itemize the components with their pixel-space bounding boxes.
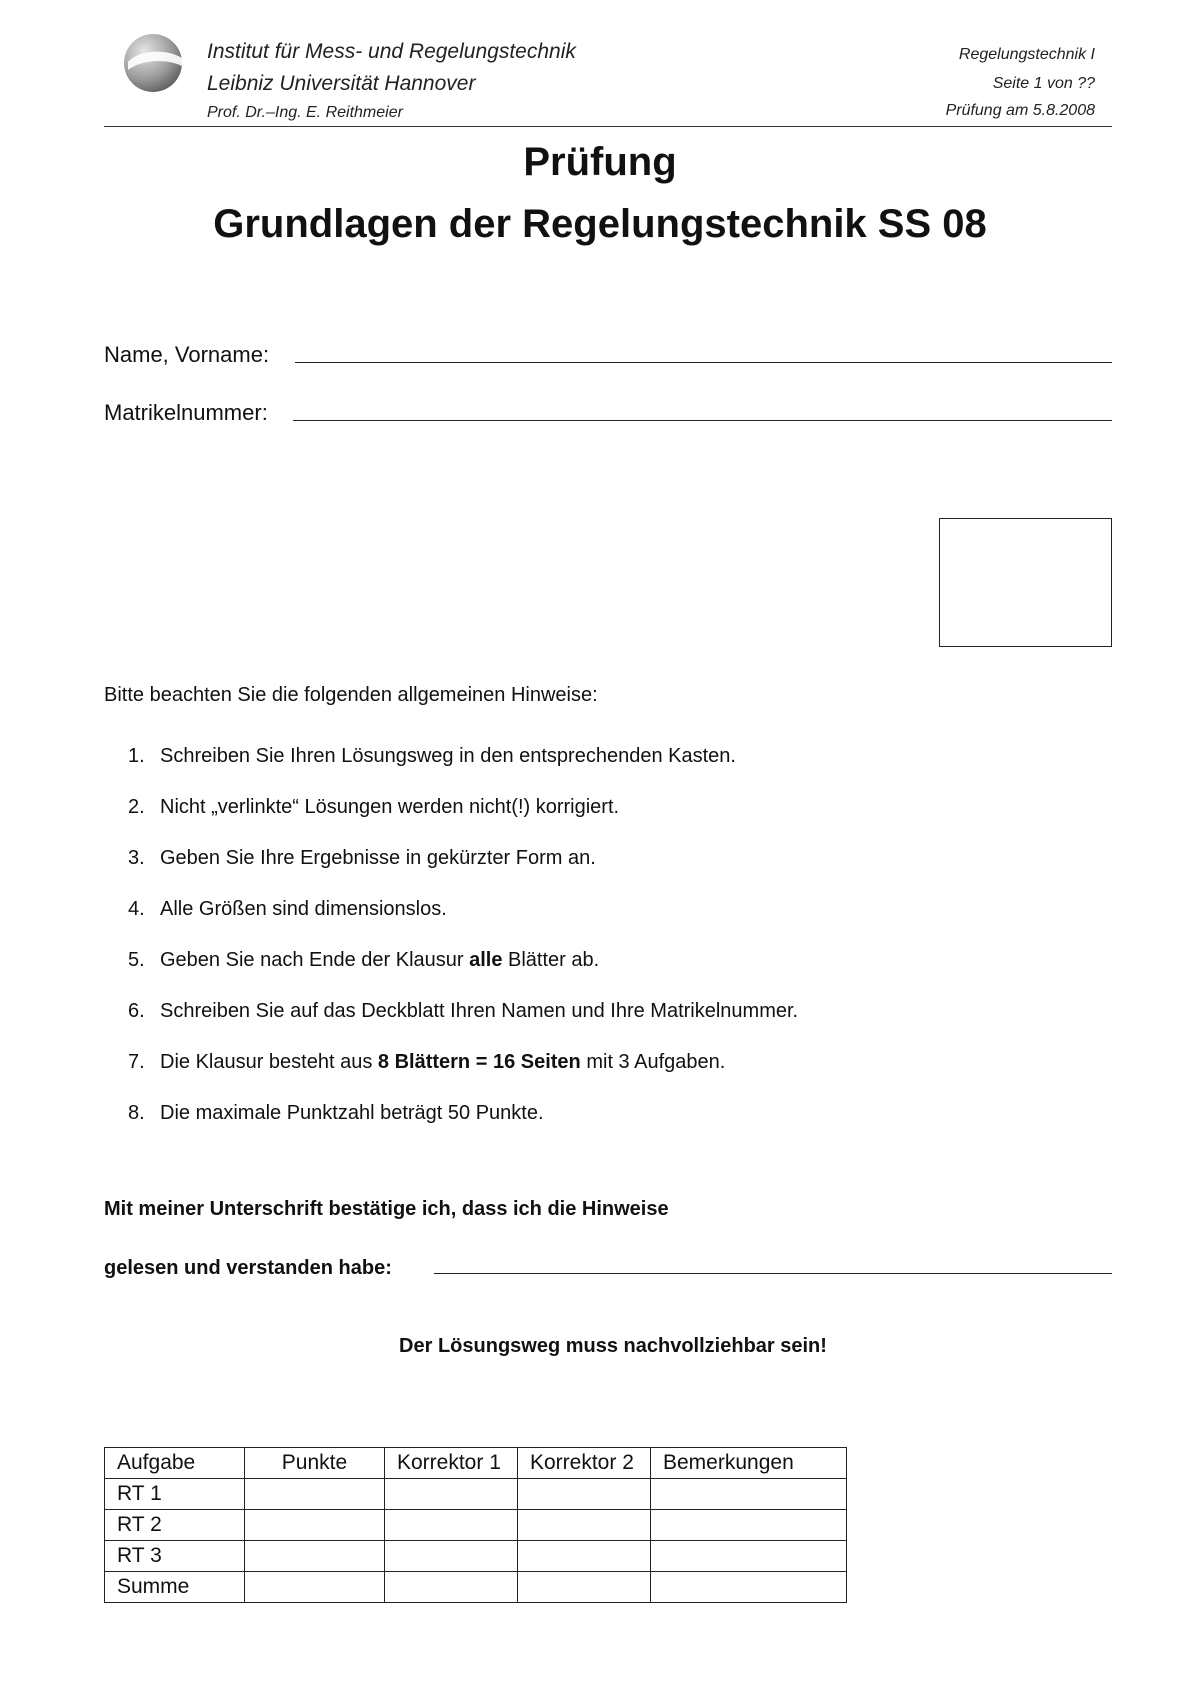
list-item-number: 4. — [128, 898, 145, 920]
exam-date: Prüfung am 5.8.2008 — [945, 102, 1095, 119]
institute-logo-icon — [122, 32, 184, 94]
list-item-text: Alle Größen sind dimensionslos. — [160, 898, 447, 920]
list-item — [128, 948, 1108, 999]
cell-bemerkungen[interactable] — [651, 1479, 847, 1510]
list-item-emphasis: alle — [469, 949, 503, 971]
list-item-number: 1. — [128, 745, 145, 767]
hints-intro: Bitte beachten Sie die folgenden allgemeinen Hinweise: — [104, 684, 598, 706]
signature-statement: Mit meiner Unterschrift bestätige ich, dass ich die Hinweise — [104, 1198, 669, 1220]
list-item-text: Geben Sie Ihre Ergebnisse in gekürzter Form an. — [160, 847, 596, 869]
list-item-text: Die maximale Punktzahl beträgt 50 Punkte. — [160, 1102, 544, 1124]
signature-field[interactable] — [434, 1273, 1112, 1274]
cell-korrektor-2[interactable] — [518, 1479, 651, 1510]
list-item — [128, 744, 1108, 795]
table-row — [105, 1541, 847, 1572]
list-item-text: Schreiben Sie auf das Deckblatt Ihren Namen und Ihre Matrikelnummer. — [160, 1000, 799, 1022]
cell-korrektor-1[interactable] — [385, 1541, 518, 1572]
cell-korrektor-1[interactable] — [385, 1510, 518, 1541]
list-item — [128, 1050, 1108, 1101]
list-item-number: 6. — [128, 1000, 145, 1022]
list-item-text: Nicht „verlinkte“ Lösungen werden nicht(!) korrigiert. — [160, 796, 620, 818]
signature-label: gelesen und verstanden habe: — [104, 1257, 392, 1279]
table-row — [105, 1479, 847, 1510]
solution-note: Der Lösungsweg muss nachvollziehbar sein! — [399, 1335, 827, 1357]
course-name: Regelungstechnik I — [958, 46, 1095, 63]
list-item-number: 5. — [128, 949, 145, 971]
list-item — [128, 795, 1108, 846]
cell-punkte[interactable] — [245, 1541, 385, 1572]
row-label: RT 2 — [105, 1510, 245, 1541]
header-divider — [104, 126, 1112, 127]
cell-punkte[interactable] — [245, 1510, 385, 1541]
list-item-text: mit 3 Aufgaben. — [580, 1051, 726, 1073]
list-item-number: 8. — [128, 1102, 145, 1124]
list-item-text: Schreiben Sie Ihren Lösungsweg in den entsprechenden Kasten. — [160, 745, 736, 767]
list-item-text: Blätter ab. — [502, 949, 600, 971]
grade-box — [939, 518, 1112, 647]
list-item — [128, 1101, 1108, 1152]
name-label: Name, Vorname: — [104, 342, 270, 367]
list-item-number: 3. — [128, 847, 145, 869]
cell-korrektor-2[interactable] — [518, 1510, 651, 1541]
row-label: Summe — [105, 1572, 245, 1603]
score-table — [104, 1447, 847, 1603]
cell-punkte[interactable] — [245, 1572, 385, 1603]
page-counter: Seite 1 von ?? — [992, 75, 1095, 92]
header-korrektor-1: Korrektor 1 — [385, 1448, 518, 1479]
matrikel-field[interactable] — [293, 420, 1112, 421]
cell-korrektor-2[interactable] — [518, 1572, 651, 1603]
university-name: Leibniz Universität Hannover — [207, 72, 476, 95]
hint-list — [128, 744, 1108, 1152]
table-row — [105, 1572, 847, 1603]
row-label: RT 1 — [105, 1479, 245, 1510]
page-title: Prüfung — [523, 140, 677, 184]
list-item-text: Die Klausur besteht aus — [160, 1051, 378, 1073]
cell-korrektor-1[interactable] — [385, 1479, 518, 1510]
name-field[interactable] — [295, 362, 1112, 363]
table-row — [105, 1510, 847, 1541]
header-aufgabe: Aufgabe — [105, 1448, 245, 1479]
page-subtitle: Grundlagen der Regelungstechnik SS 08 — [213, 202, 987, 246]
matrikel-label: Matrikelnummer: — [104, 400, 268, 425]
row-label: RT 3 — [105, 1541, 245, 1572]
list-item-emphasis: 8 Blättern = 16 Seiten — [377, 1051, 581, 1073]
list-item-text: Geben Sie nach Ende der Klausur — [160, 949, 470, 971]
table-header-row — [105, 1448, 847, 1479]
institute-name: Institut für Mess- und Regelungstechnik — [207, 40, 576, 63]
cell-bemerkungen[interactable] — [651, 1541, 847, 1572]
header-bemerkungen: Bemerkungen — [651, 1448, 847, 1479]
cell-korrektor-2[interactable] — [518, 1541, 651, 1572]
list-item-number: 2. — [128, 796, 145, 818]
cell-korrektor-1[interactable] — [385, 1572, 518, 1603]
professor-name: Prof. Dr.–Ing. E. Reithmeier — [207, 104, 403, 121]
cell-bemerkungen[interactable] — [651, 1510, 847, 1541]
cell-punkte[interactable] — [245, 1479, 385, 1510]
cell-bemerkungen[interactable] — [651, 1572, 847, 1603]
list-item-number: 7. — [128, 1051, 145, 1073]
header-korrektor-2: Korrektor 2 — [518, 1448, 651, 1479]
list-item — [128, 846, 1108, 897]
list-item — [128, 897, 1108, 948]
list-item — [128, 999, 1108, 1050]
header-punkte: Punkte — [245, 1448, 385, 1479]
